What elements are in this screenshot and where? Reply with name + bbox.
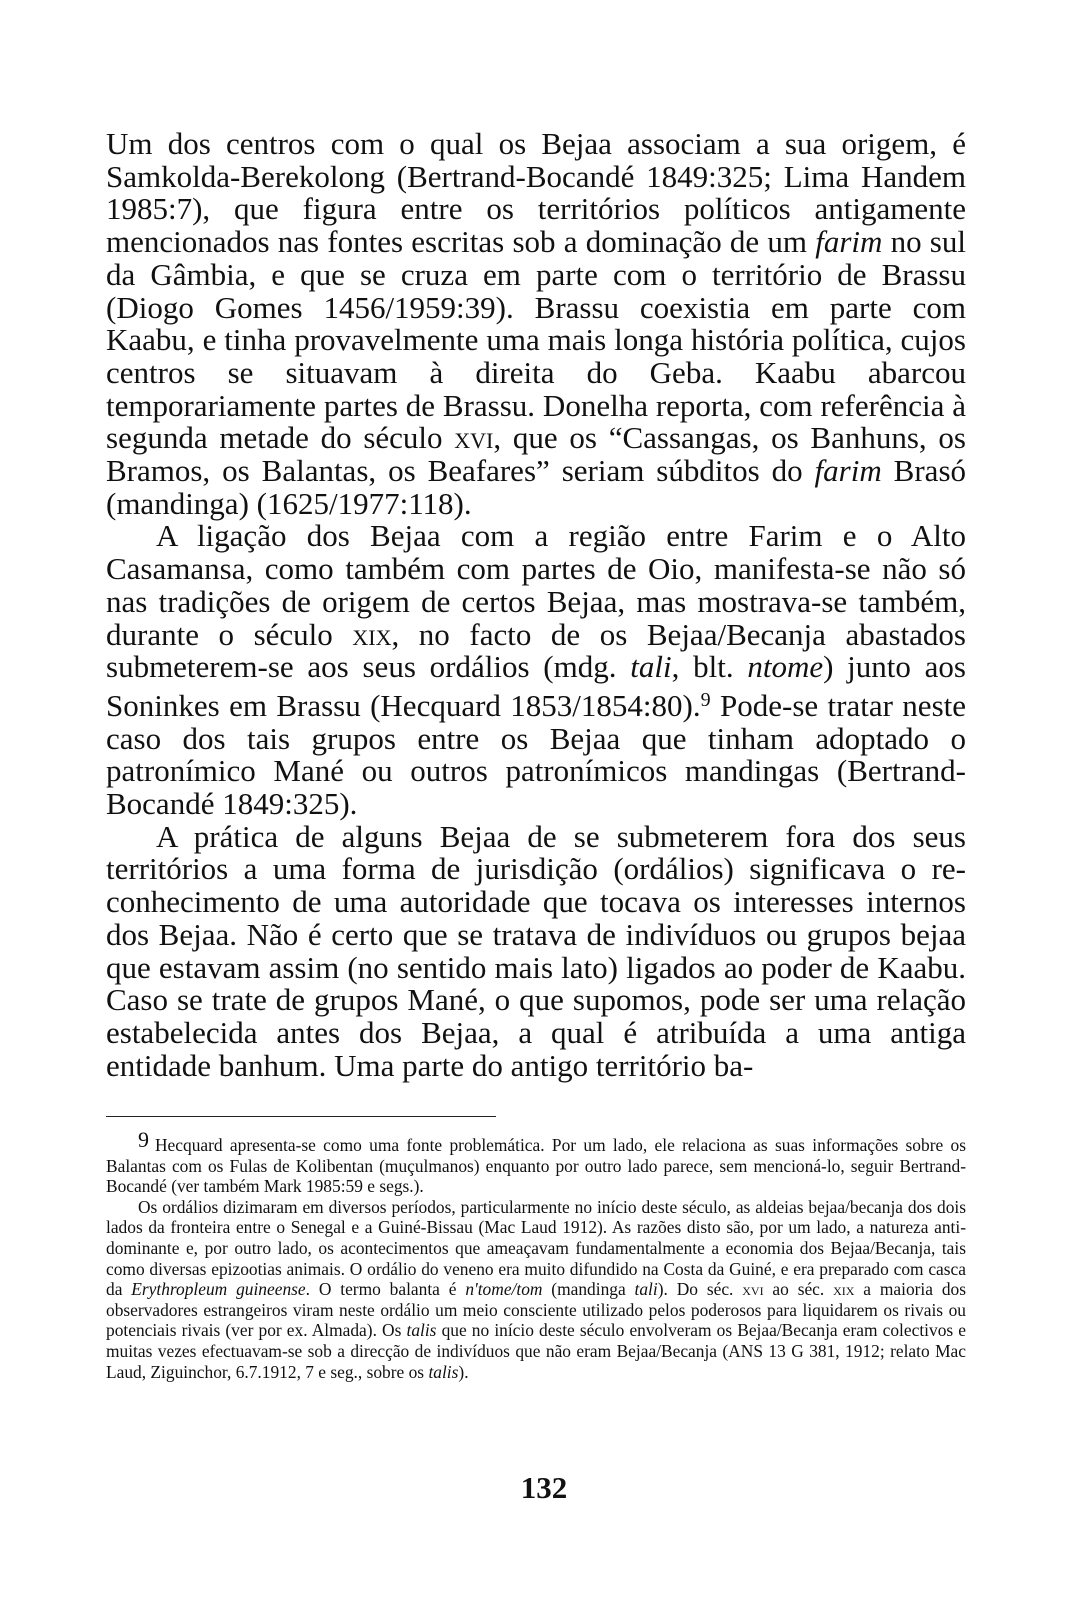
text-run: Hecquard apresenta-se como uma fonte problemática. Por um lado, ele relaciona as suas informações sobre os Balantas com os Fulas de Kolibentan (muçulmanos) enquanto por outro lado parece, sem mencioná-lo, seguir Bertrand-Bocandé (ver também Mark 1985:59 e segs.).	[106, 1135, 966, 1197]
italic-term: talis	[406, 1320, 437, 1341]
text-run: a maioria dos observadores estrangeiros viram neste ordálio um meio consciente utilizado pelos poderosos para liquidarem os rivais ou potenciais rivais (ver por ex. Almada). Os	[106, 1279, 966, 1341]
page-number: 132	[520, 1470, 568, 1505]
text-run: Pode-se tratar neste caso dos tais grupos entre os Bejaa que tinham adoptado o patronímico Mané ou outros patronímicos mandingas (Bertrand-Bocandé 1849:325).	[106, 687, 967, 822]
footnote-9	[106, 1127, 966, 1197]
italic-term: Erythropleum guineense	[131, 1279, 306, 1300]
century-numeral: xvi	[742, 1279, 764, 1300]
italic-term: tali	[630, 649, 672, 685]
text-run: ).	[458, 1361, 469, 1382]
century-numeral: xix	[352, 616, 392, 652]
century-numeral: xvi	[454, 420, 494, 456]
italic-term: farim	[814, 453, 882, 489]
footnote-divider	[106, 1116, 496, 1117]
text-run: no sul da Gâmbia, e que se cruza em parte com o território de Brassu (Diogo Gomes 1456/1959:39). Brassu coexistia em parte com Kaabu, e tinha provavelmente uma mais longa história política, cujos centros se situavam à direita do Geba. Kaabu abarcou temporariamente partes de Brassu. Donelha reporta, com referência à segunda metade do século	[106, 224, 966, 456]
footnote-reference[interactable]: 9	[700, 688, 711, 711]
paragraph-1	[106, 128, 966, 520]
text-run: , blt.	[671, 649, 748, 685]
century-numeral: xix	[833, 1279, 855, 1300]
text-run: Um dos centros com o qual os Bejaa associam a sua origem, é Samkolda-Berekolong (Bertrand-Bocandé 1849:325; Lima Handem 1985:7), que figura entre os territórios políticos antigamente mencionados nas fontes escritas sob a dominação de um	[106, 126, 966, 260]
text-run: que no início deste século envolveram os Bejaa/Becanja eram colectivos e muitas vezes efectuavam-se sob a direcção de indivíduos que não eram Bejaa/Becanja (ANS 13 G 381, 1912; relato Mac Laud, Ziguinchor, 6.7.1912, 7 e seg., sobre os	[106, 1320, 966, 1382]
text-run: A ligação dos Bejaa com a região entre Farim e o Alto Casamansa, como também com partes de Oio, manifesta-se não só nas tradições de origem de certos Bejaa, mas mostrava-se também, durante o século	[106, 518, 966, 652]
text-run: Os ordálios dizimaram em diversos períodos, particularmente no início deste século, as aldeias bejaa/becanja dos dois lados da fronteira entre o Senegal e a Guiné-Bissau (Mac Laud 1912). As razões disto são, por um lado, a natureza anti-dominante e, por outro lado, os acontecimentos que ameaçavam fundamentalmente a economia dos Bejaa/Becanja, tais como diversas epizootias animais. O ordálio do veneno era muito difundido na Costa da Guiné, e era preparado com casca da	[106, 1196, 966, 1300]
italic-term: tali	[634, 1279, 658, 1300]
text-run: Brasó (mandinga) (1625/1977:118).	[106, 453, 967, 521]
footnotes	[106, 1127, 966, 1382]
footnote-9-continuation	[106, 1197, 966, 1382]
text-run: A prática de alguns Bejaa de se submeterem fora dos seus territórios a uma forma de jurisdição (ordálios) significava o reconhecimento de uma autoridade que tocava os interesses internos dos Bejaa. Não é certo que se tratava de indivíduos ou grupos bejaa que estavam assim (no sentido mais lato) ligados ao poder de Kaabu. Caso se trate de grupos Mané, o que supomos, pode ser uma relação estabelecida antes dos Bejaa, a qual é atribuída a uma antiga entidade banhum. Uma parte do antigo território ba-	[106, 818, 966, 1083]
italic-term: n'tome/tom	[465, 1279, 543, 1300]
paragraph-3	[106, 818, 966, 1083]
italic-term: ntome	[747, 649, 824, 685]
text-run: ) junto aos Soninkes em Brassu (Hecquard 1853/1854:80).	[106, 649, 966, 723]
text-run: , que os “Cassangas, os Banhuns, os Bramos, os Balantas, os Beafares” seriam súbditos do	[106, 420, 966, 489]
text-run: ao séc.	[763, 1279, 834, 1300]
italic-term: farim	[815, 224, 883, 260]
text-run: . O termo balanta é	[305, 1279, 466, 1300]
text-run: , no facto de os Bejaa/Becanja abastados submeterem-se aos seus ordálios (mdg.	[106, 616, 966, 685]
paragraph-2	[106, 520, 966, 820]
text-run: (mandinga	[542, 1279, 635, 1300]
main-text	[106, 128, 966, 1082]
footnote-mark: 9	[138, 1127, 149, 1152]
italic-term: talis	[428, 1361, 459, 1382]
text-run: ). Do séc.	[657, 1279, 743, 1300]
